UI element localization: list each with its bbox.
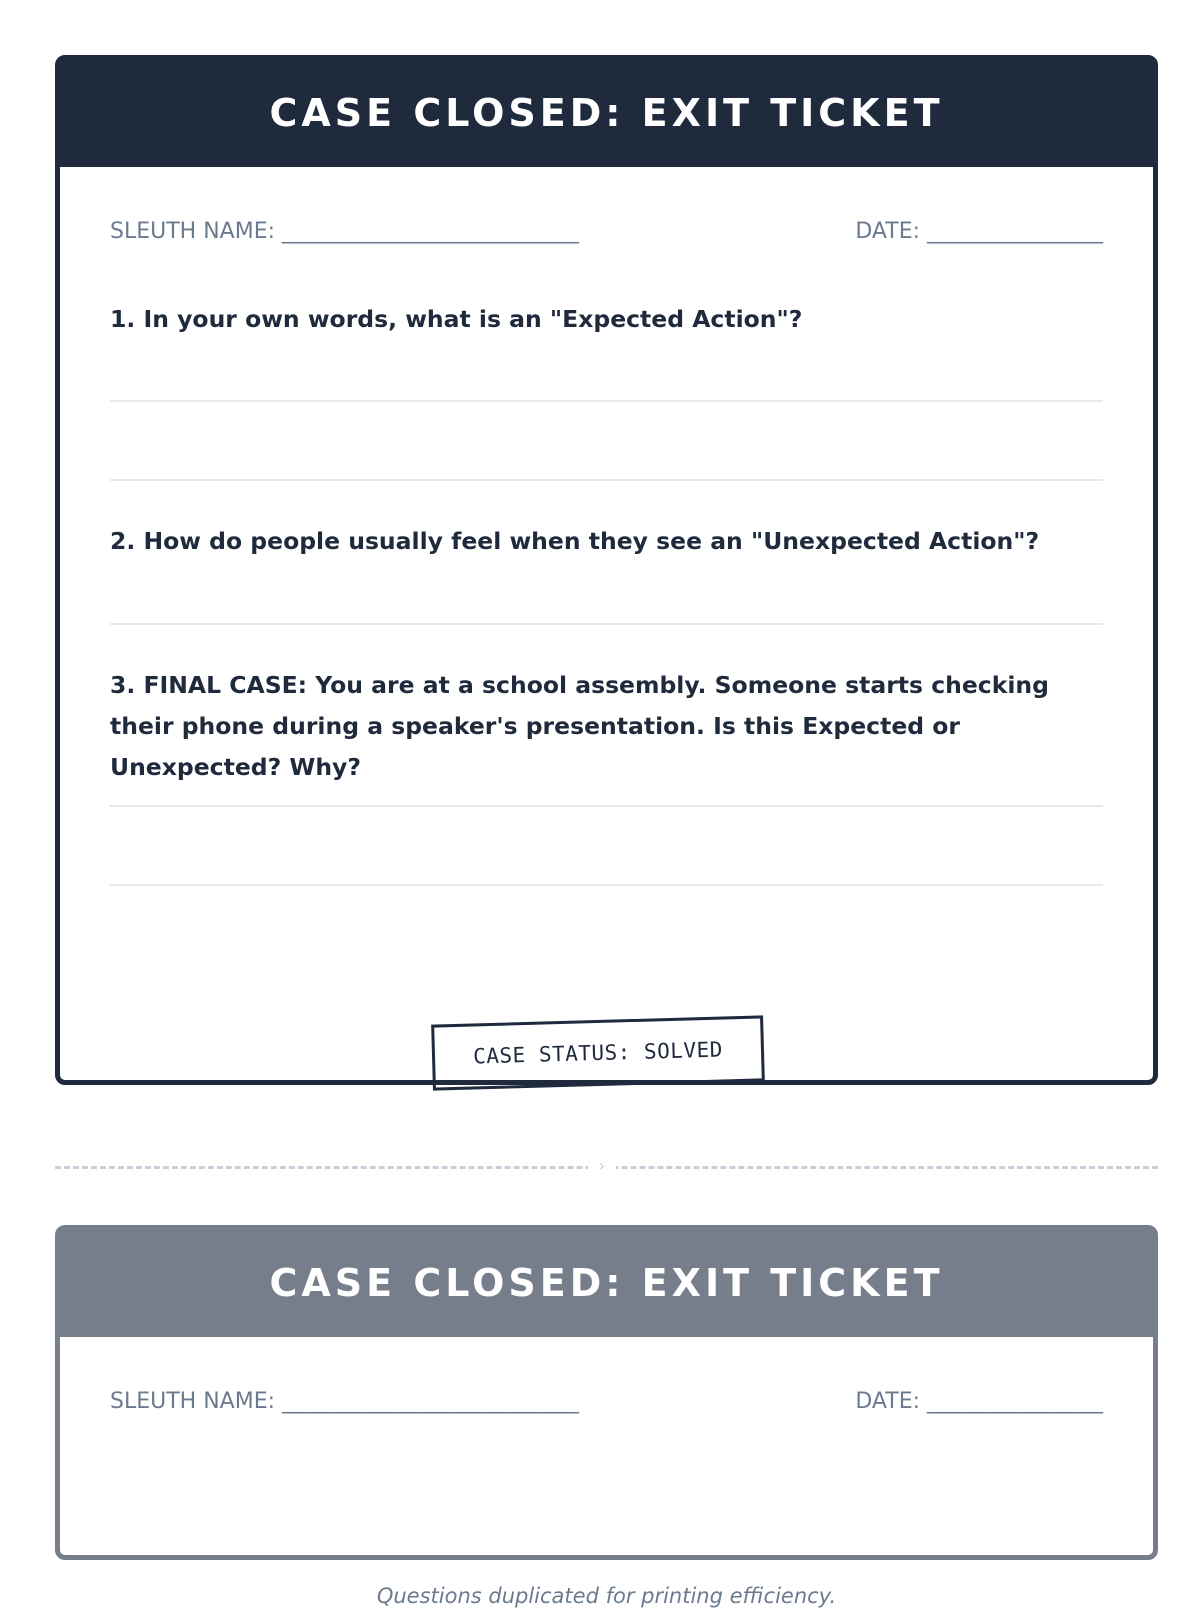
question-2: 2. How do people usually feel when they see an "Unexpected Action"? xyxy=(110,527,1040,555)
scissors-icon: › xyxy=(588,1154,616,1178)
ticket-title: CASE CLOSED: EXIT TICKET xyxy=(60,59,1153,167)
date-field[interactable]: DATE: ________________ xyxy=(855,219,1103,244)
case-status-stamp: CASE STATUS: SOLVED xyxy=(431,1015,765,1090)
answer-line[interactable] xyxy=(110,400,1103,402)
date-field[interactable]: DATE: ________________ xyxy=(855,1389,1103,1414)
exit-ticket-primary xyxy=(55,55,1158,1085)
answer-line[interactable] xyxy=(110,884,1103,886)
sleuth-name-field[interactable]: SLEUTH NAME: ___________________________ xyxy=(110,219,579,244)
ticket-title: CASE CLOSED: EXIT TICKET xyxy=(60,1229,1153,1337)
answer-line[interactable] xyxy=(110,479,1103,481)
meta-row xyxy=(110,219,1103,244)
exit-ticket-duplicate xyxy=(55,1225,1158,1608)
answer-line[interactable] xyxy=(110,805,1103,807)
sleuth-name-field[interactable]: SLEUTH NAME: ___________________________ xyxy=(110,1389,579,1414)
question-1: 1. In your own words, what is an "Expected Action"? xyxy=(110,305,803,333)
meta-row xyxy=(110,1389,1103,1414)
answer-line[interactable] xyxy=(110,623,1103,625)
duplicate-note: Questions duplicated for printing efficiency. xyxy=(376,1584,837,1608)
question-3: 3. FINAL CASE: You are at a school assembly. Someone starts checking their phone during a speaker's presentation. Is this Expected or Unexpected? Why? xyxy=(110,671,1049,781)
